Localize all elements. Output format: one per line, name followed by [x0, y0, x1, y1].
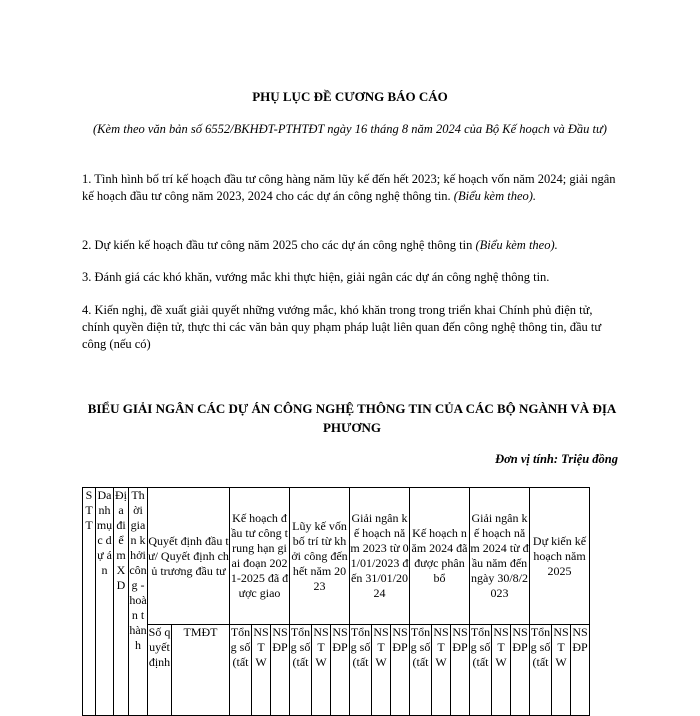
item-2	[82, 237, 622, 254]
header-stt: STT	[83, 488, 96, 716]
header-project-list: Danh mục dự án	[96, 488, 114, 716]
item-1-note: (Biểu kèm theo).	[453, 189, 537, 203]
subheader-total: Tổng số (tất	[230, 625, 252, 716]
subheader-nstw: NSTW	[252, 625, 271, 716]
item-4	[82, 302, 622, 353]
item-2-text: 2. Dự kiến kế hoạch đầu tư công năm 2025 cho các dự án công nghệ thông tin	[82, 238, 476, 252]
item-3-text: 3. Đánh giá các khó khăn, vướng mắc khi thực hiện, giải ngân các dự án công nghệ thông tin.	[82, 270, 550, 284]
subheader-total: Tổng số (tất	[470, 625, 492, 716]
subheader-nstw: NSTW	[312, 625, 331, 716]
table-title: BIỂU GIẢI NGÂN CÁC DỰ ÁN CÔNG NGHỆ THÔNG TIN CỦA CÁC BỘ NGÀNH VÀ ĐỊA PHƯƠNG	[87, 401, 617, 435]
subheader-total: Tổng số (tất	[410, 625, 432, 716]
subheader-total: Tổng số (tất	[530, 625, 552, 716]
item-2-note: (Biểu kèm theo).	[475, 238, 558, 252]
item-1	[82, 171, 622, 205]
subheader-nsdp: NSĐP	[571, 625, 590, 716]
subheader-nsdp: NSĐP	[391, 625, 410, 716]
disbursement-table	[82, 487, 590, 716]
subheader-nsdp: NSĐP	[451, 625, 470, 716]
unit-label: Đơn vị tính: Triệu đồng	[495, 452, 618, 466]
header-disbursement-2023: Giải ngân kế hoạch năm 2023 từ 01/01/2023 đến 31/01/2024	[350, 488, 410, 625]
subheader-nsdp: NSĐP	[331, 625, 350, 716]
header-location: Địa điểm XD	[114, 488, 129, 716]
subheader-tmdt: TMĐT	[172, 625, 230, 716]
item-4-text: 4. Kiến nghị, đề xuất giải quyết những vướng mắc, khó khăn trong trong triển khai Chính phủ điện tử, chính quyền điện tử, thực thi các văn bản quy phạm pháp luật liên quan đến công nghệ thông tin, đầu tư công (nếu có)	[82, 303, 602, 351]
header-medium-term-plan: Kế hoạch đầu tư công trung hạn giai đoạn 2021-2025 đã được giao	[230, 488, 290, 625]
document-title: PHỤ LỤC ĐỀ CƯƠNG BÁO CÁO	[252, 89, 448, 104]
header-investment-decision: Quyết định đầu tư/ Quyết định chủ trương đầu tư	[148, 488, 230, 625]
subheader-nstw: NSTW	[552, 625, 571, 716]
header-disbursement-2024: Giải ngân kế hoạch năm 2024 từ đầu năm đến ngày 30/8/2023	[470, 488, 530, 625]
item-1-text: 1. Tình hình bố trí kế hoạch đầu tư công hàng năm lũy kế đến hết 2023; kế hoạch vốn năm 2024; giải ngân kế hoạch đầu tư công năm 2023, 2024 cho các dự án công nghệ thông tin.	[82, 172, 616, 203]
subheader-nstw: NSTW	[492, 625, 511, 716]
subheader-total: Tổng số (tất	[350, 625, 372, 716]
header-plan-2024: Kế hoạch năm 2024 đã được phân bổ	[410, 488, 470, 625]
subheader-nstw: NSTW	[432, 625, 451, 716]
item-3	[82, 269, 622, 286]
subheader-decision-number: Số quyết định	[148, 625, 172, 716]
subheader-total: Tổng số (tất	[290, 625, 312, 716]
header-plan-2025: Dự kiến kế hoạch năm 2025	[530, 488, 590, 625]
subheader-nsdp: NSĐP	[271, 625, 290, 716]
subheader-nsdp: NSĐP	[511, 625, 530, 716]
header-timeline: Thời gian khởi công - hoàn thành	[129, 488, 148, 716]
document-subtitle: (Kèm theo văn bản số 6552/BKHĐT-PTHTĐT ngày 16 tháng 8 năm 2024 của Bộ Kế hoạch và Đầu tư)	[93, 122, 607, 136]
header-cumulative-capital: Lũy kế vốn bố trí từ khởi công đến hết năm 2023	[290, 488, 350, 625]
subheader-nstw: NSTW	[372, 625, 391, 716]
